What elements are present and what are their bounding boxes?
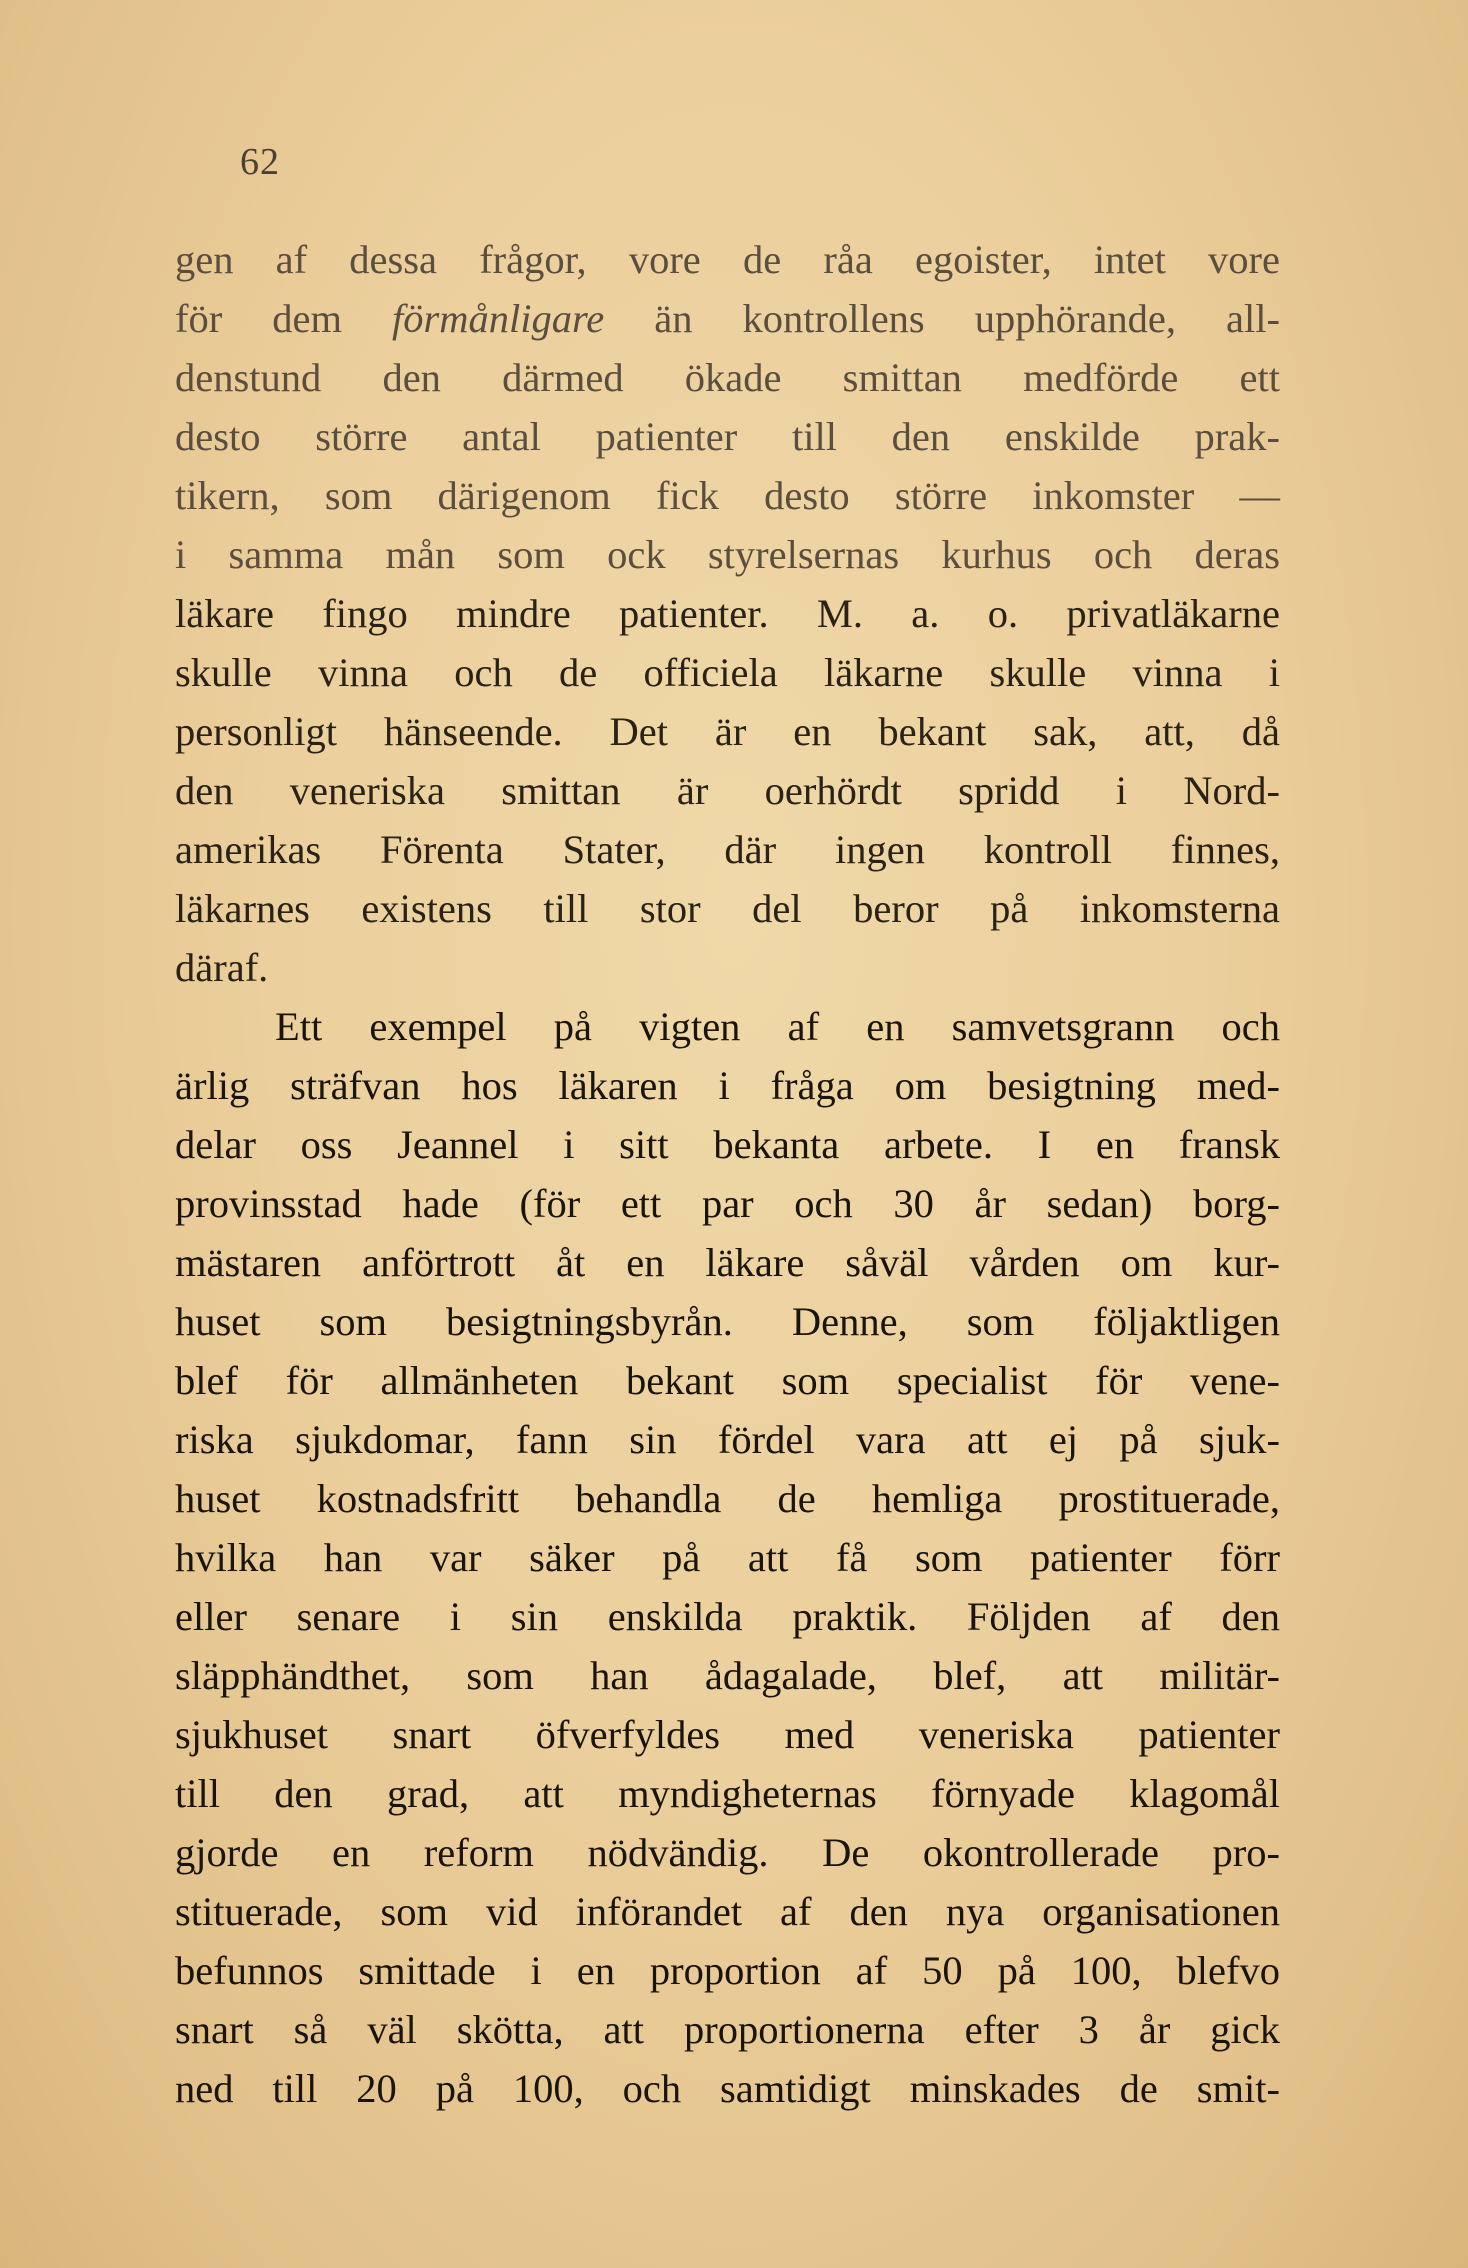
text-line: denstund den därmed ökade smittan medförde ett bbox=[175, 355, 1280, 400]
text-line: till den grad, att myndigheternas förnyade klagomål bbox=[175, 1771, 1280, 1816]
text-line: huset kostnadsfritt behandla de hemliga prostituerade, bbox=[175, 1476, 1280, 1521]
text-line: befunnos smittade i en proportion af 50 på 100, blefvo bbox=[175, 1948, 1280, 1993]
text-line: amerikas Förenta Stater, där ingen kontroll finnes, bbox=[175, 827, 1280, 872]
body-text bbox=[175, 230, 1280, 2118]
text-line: gen af dessa frågor, vore de råa egoister, intet vore bbox=[175, 237, 1280, 282]
text-line: skulle vinna och de officiela läkarne skulle vinna i bbox=[175, 650, 1280, 695]
text-line: sjukhuset snart öfverfyldes med veneriska patienter bbox=[175, 1712, 1280, 1757]
text-line: blef för allmänheten bekant som specialist för vene- bbox=[175, 1358, 1280, 1403]
text-line: ärlig sträfvan hos läkaren i fråga om besigtning med- bbox=[175, 1063, 1280, 1108]
text-line: tikern, som därigenom fick desto större inkomster — bbox=[175, 473, 1280, 518]
paragraph-start-line: Ett exempel på vigten af en samvetsgrann och bbox=[275, 1004, 1280, 1049]
italic-word: förmånligare bbox=[391, 296, 605, 341]
text-line: för dem förmånligare än kontrollens upphörande, all- bbox=[175, 296, 1280, 341]
text-line: den veneriska smittan är oerhördt spridd i Nord- bbox=[175, 768, 1280, 813]
text-line: stituerade, som vid införandet af den nya organisationen bbox=[175, 1889, 1280, 1934]
text-line: delar oss Jeannel i sitt bekanta arbete. I en fransk bbox=[175, 1122, 1280, 1167]
text-line: huset som besigtningsbyrån. Denne, som följaktligen bbox=[175, 1299, 1280, 1344]
text-line: riska sjukdomar, fann sin fördel vara att ej på sjuk- bbox=[175, 1417, 1280, 1462]
text-line: gjorde en reform nödvändig. De okontrollerade pro- bbox=[175, 1830, 1280, 1875]
text-line: ned till 20 på 100, och samtidigt minskades de smit- bbox=[175, 2066, 1280, 2111]
text-line: eller senare i sin enskilda praktik. Följden af den bbox=[175, 1594, 1280, 1639]
text-line: i samma mån som ock styrelsernas kurhus och deras bbox=[175, 532, 1280, 577]
text-line: läkarnes existens till stor del beror på inkomsterna bbox=[175, 886, 1280, 931]
text-line: snart så väl skötta, att proportionerna efter 3 år gick bbox=[175, 2007, 1280, 2052]
text-line: personligt hänseende. Det är en bekant sak, att, då bbox=[175, 709, 1280, 754]
text-line: mästaren anförtrott åt en läkare såväl vården om kur- bbox=[175, 1240, 1280, 1285]
text-line: släpphändthet, som han ådagalade, blef, att militär- bbox=[175, 1653, 1280, 1698]
text-line: läkare fingo mindre patienter. M. a. o. privatläkarne bbox=[175, 591, 1280, 636]
page-number: 62 bbox=[240, 141, 280, 183]
text-line: däraf. bbox=[175, 945, 269, 990]
text-line: desto större antal patienter till den enskilde prak- bbox=[175, 414, 1280, 459]
text-line: provinsstad hade (för ett par och 30 år sedan) borg- bbox=[175, 1181, 1280, 1226]
text-line: hvilka han var säker på att få som patienter förr bbox=[175, 1535, 1280, 1580]
